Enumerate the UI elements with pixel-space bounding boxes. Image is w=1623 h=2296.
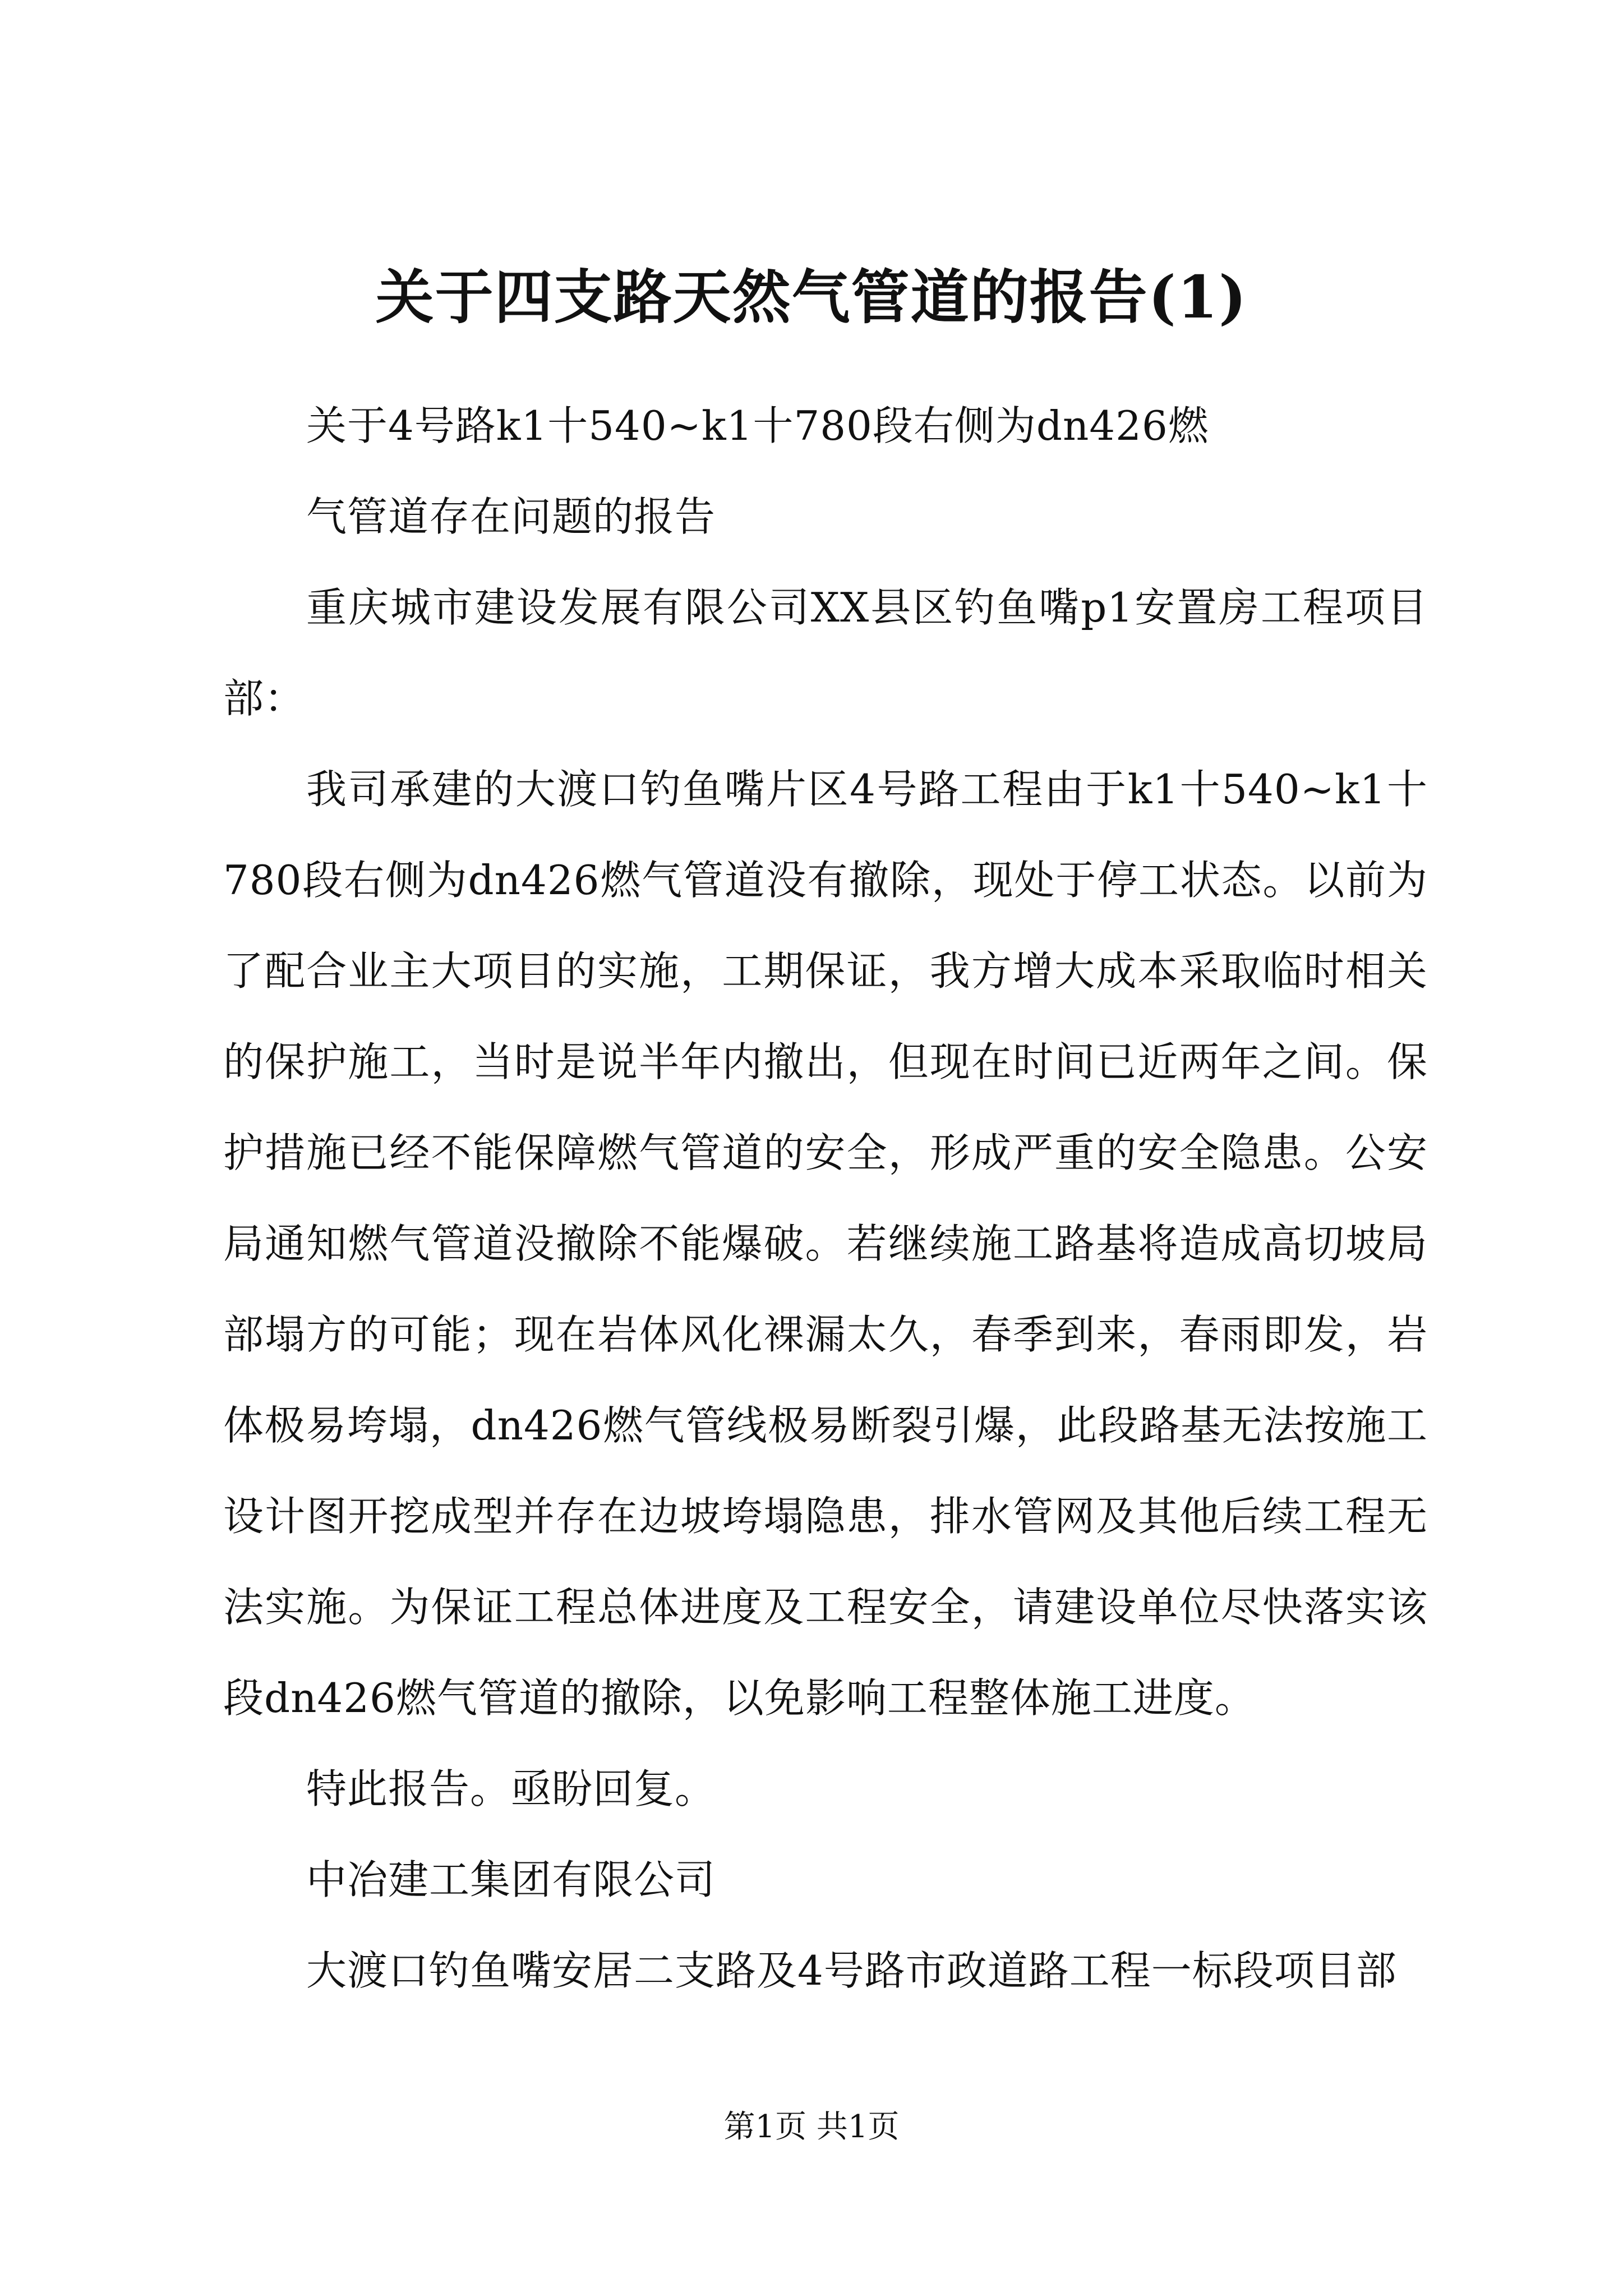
paragraph-subject-line-2: 气管道存在问题的报告 xyxy=(306,493,716,540)
paragraph-signature-company: 中冶建工集团有限公司 xyxy=(306,1856,716,1903)
paragraph-subject-line-1: 关于4号路k1十540~k1十780段右侧为dn426燃 xyxy=(306,402,1209,449)
page-footer: 第1页 共1页 xyxy=(723,2109,900,2145)
paragraph-addressee: 重庆城市建设发展有限公司XX县区钓鱼嘴p1安置房工程项目部： xyxy=(223,584,1428,722)
document-title: 关于四支路天然气管道的报告(1) xyxy=(375,263,1248,332)
paragraph-closing: 特此报告。亟盼回复。 xyxy=(306,1765,716,1812)
document-body xyxy=(223,380,1428,2016)
paragraph-signature-project: 大渡口钓鱼嘴安居二支路及4号路市政道路工程一标段项目部 xyxy=(306,1947,1397,1994)
paragraph-main-body: 我司承建的大渡口钓鱼嘴片区4号路工程由于k1十540~k1十780段右侧为dn426燃气管道没有撤除，现处于停工状态。以前为了配合业主大项目的实施，工期保证，我方增大成本采取临时相关的保护施工，当时是说半年内撤出，但现在时间已近两年之间。保护措施已经不能保障燃气管道的安全，形成严重的安全隐患。公安局通知燃气管道没撤除不能爆破。若继续施工路基将造成高切坡局部塌方的可能；现在岩体风化裸漏太久，春季到来，春雨即发，岩体极易垮塌，dn426燃气管线极易断裂引爆，此段路基无法按施工设计图开挖成型并存在边坡垮塌隐患，排水管网及其他后续工程无法实施。为保证工程总体进度及工程安全，请建设单位尽快落实该段dn426燃气管道的撤除，以免影响工程整体施工进度。 xyxy=(223,766,1428,1722)
